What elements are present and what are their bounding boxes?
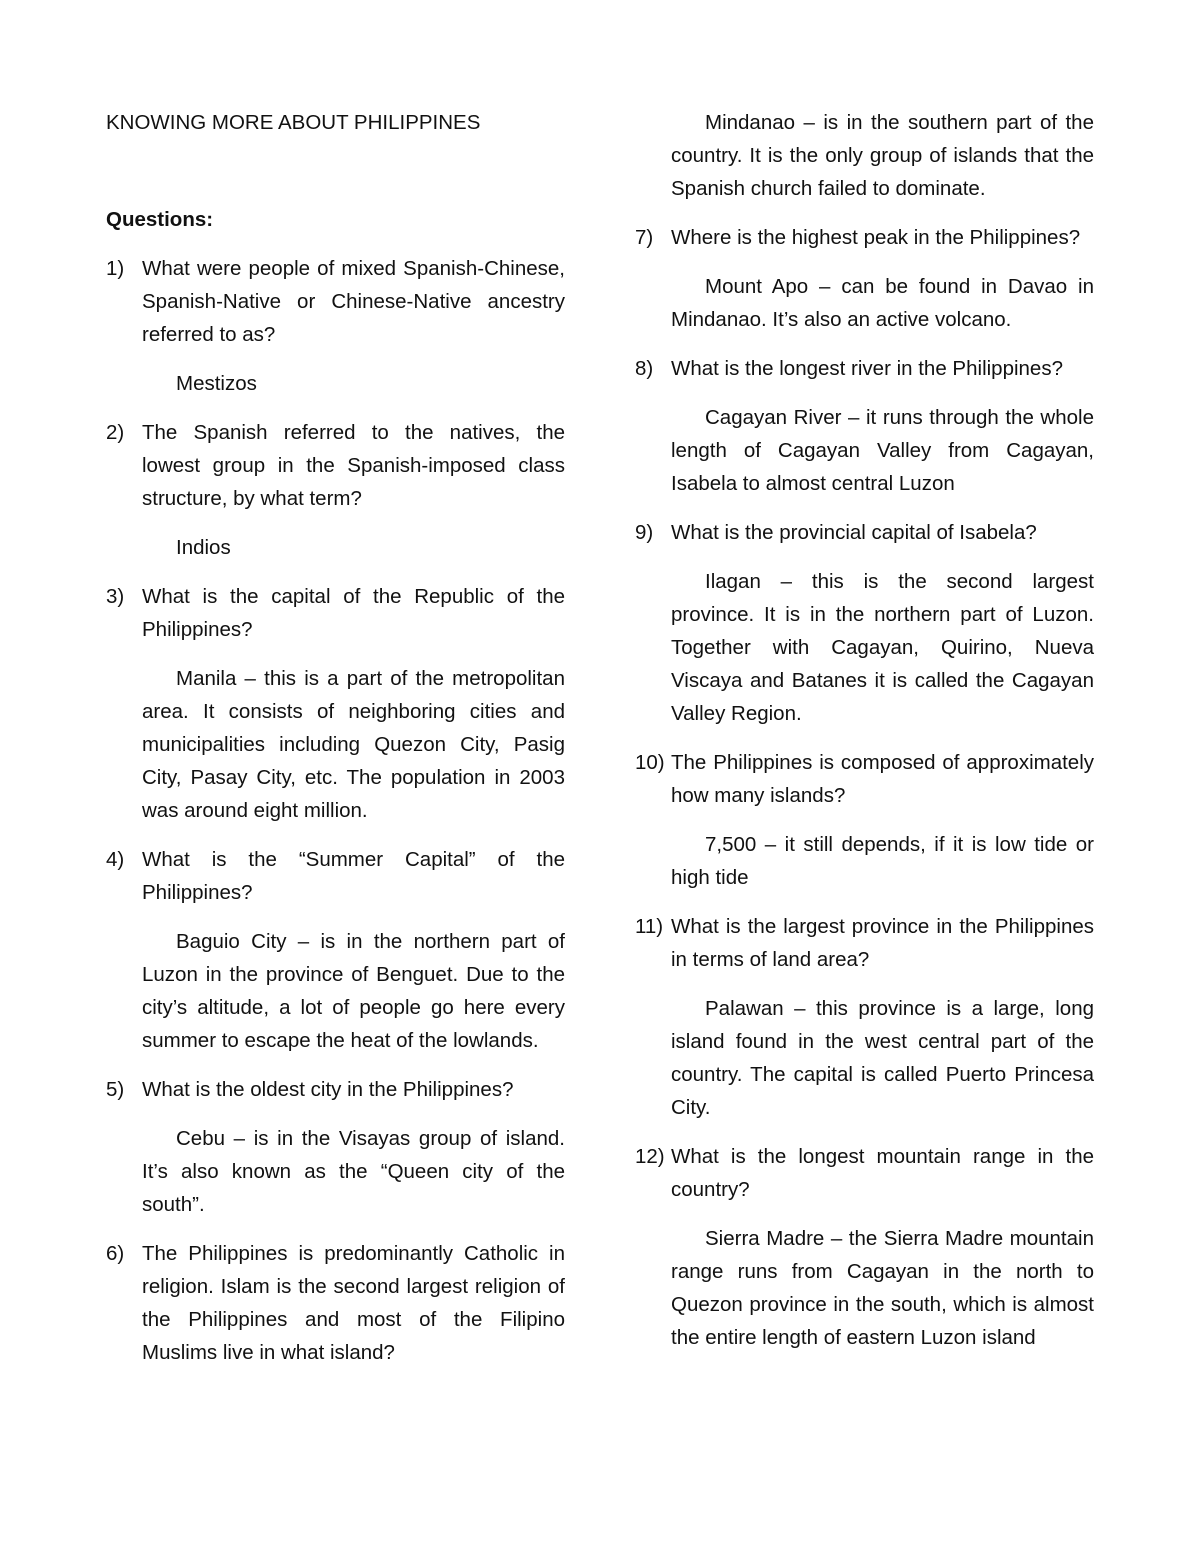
question-number: 10) <box>635 751 665 774</box>
answer-text: Cebu – is in the Visayas group of island. It’s also known as the “Queen city of the south”. <box>142 1127 565 1216</box>
question-number: 5) <box>106 1078 125 1101</box>
question-item <box>106 416 565 515</box>
question-number: 9) <box>635 521 654 544</box>
question-item <box>635 516 1094 549</box>
answer-text: Mount Apo – can be found in Davao in Mindanao. It’s also an active volcano. <box>671 275 1094 331</box>
question-item <box>635 221 1094 254</box>
question-number: 12) <box>635 1145 665 1168</box>
question-item <box>106 580 565 646</box>
question-item <box>106 252 565 351</box>
question-item <box>635 910 1094 976</box>
answer-text: Mindanao – is in the southern part of the country. It is the only group of islands that the Spanish church failed to dominate. <box>671 111 1094 200</box>
question-number: 6) <box>106 1242 125 1265</box>
question-number: 3) <box>106 585 125 608</box>
question-item <box>106 1073 565 1106</box>
answer-text: Palawan – this province is a large, long island found in the west central part of the country. The capital is called Puerto Princesa City. <box>671 997 1094 1119</box>
right-column <box>635 106 1094 1370</box>
answer-text: Baguio City – is in the northern part of Luzon in the province of Benguet. Due to the city’s altitude, a lot of people go here every summer to escape the heat of the lowlands. <box>142 930 565 1052</box>
question-item <box>635 746 1094 812</box>
page-title: KNOWING MORE ABOUT PHILIPPINES <box>106 111 481 134</box>
question-item <box>635 352 1094 385</box>
left-column <box>106 106 565 1385</box>
question-text: What is the provincial capital of Isabela? <box>671 521 1037 544</box>
answer-text: Cagayan River – it runs through the whole length of Cagayan Valley from Cagayan, Isabela to almost central Luzon <box>671 406 1094 495</box>
question-text: The Spanish referred to the natives, the lowest group in the Spanish-imposed class structure, by what term? <box>142 421 565 510</box>
answer-text: Manila – this is a part of the metropolitan area. It consists of neighboring cities and municipalities including Quezon City, Pasig City, Pasay City, etc. The population in 2003 was around eight million. <box>142 667 565 822</box>
question-number: 2) <box>106 421 125 444</box>
question-text: What were people of mixed Spanish-Chinese, Spanish-Native or Chinese-Native ancestry referred to as? <box>142 257 565 346</box>
question-text: What is the capital of the Republic of the Philippines? <box>142 585 565 641</box>
question-text: Where is the highest peak in the Philippines? <box>671 226 1081 249</box>
answer-text: Sierra Madre – the Sierra Madre mountain range runs from Cagayan in the north to Quezon province in the south, which is almost the entire length of eastern Luzon island <box>671 1227 1094 1349</box>
answer-text: 7,500 – it still depends, if it is low tide or high tide <box>671 833 1094 889</box>
question-item <box>106 843 565 909</box>
question-text: What is the longest river in the Philippines? <box>671 357 1063 380</box>
question-number: 8) <box>635 357 654 380</box>
question-text: What is the longest mountain range in the country? <box>671 1145 1094 1201</box>
question-number: 4) <box>106 848 125 871</box>
question-item <box>635 1140 1094 1206</box>
answer-text: Ilagan – this is the second largest province. It is in the northern part of Luzon. Together with Cagayan, Quirino, Nueva Viscaya and Batanes it is called the Cagayan Valley Region. <box>671 570 1094 725</box>
question-number: 11) <box>635 915 664 938</box>
question-item <box>106 1237 565 1369</box>
question-number: 1) <box>106 257 125 280</box>
question-number: 7) <box>635 226 654 249</box>
question-text: What is the largest province in the Philippines in terms of land area? <box>671 915 1094 971</box>
answer-text: Indios <box>176 536 231 559</box>
question-text: What is the “Summer Capital” of the Philippines? <box>142 848 565 904</box>
question-text: What is the oldest city in the Philippines? <box>142 1078 514 1101</box>
answer-text: Mestizos <box>176 372 257 395</box>
question-text: The Philippines is predominantly Catholic in religion. Islam is the second largest religion of the Philippines and most of the Filipino Muslims live in what island? <box>142 1242 565 1364</box>
question-text: The Philippines is composed of approximately how many islands? <box>671 751 1094 807</box>
questions-label: Questions: <box>106 208 214 231</box>
